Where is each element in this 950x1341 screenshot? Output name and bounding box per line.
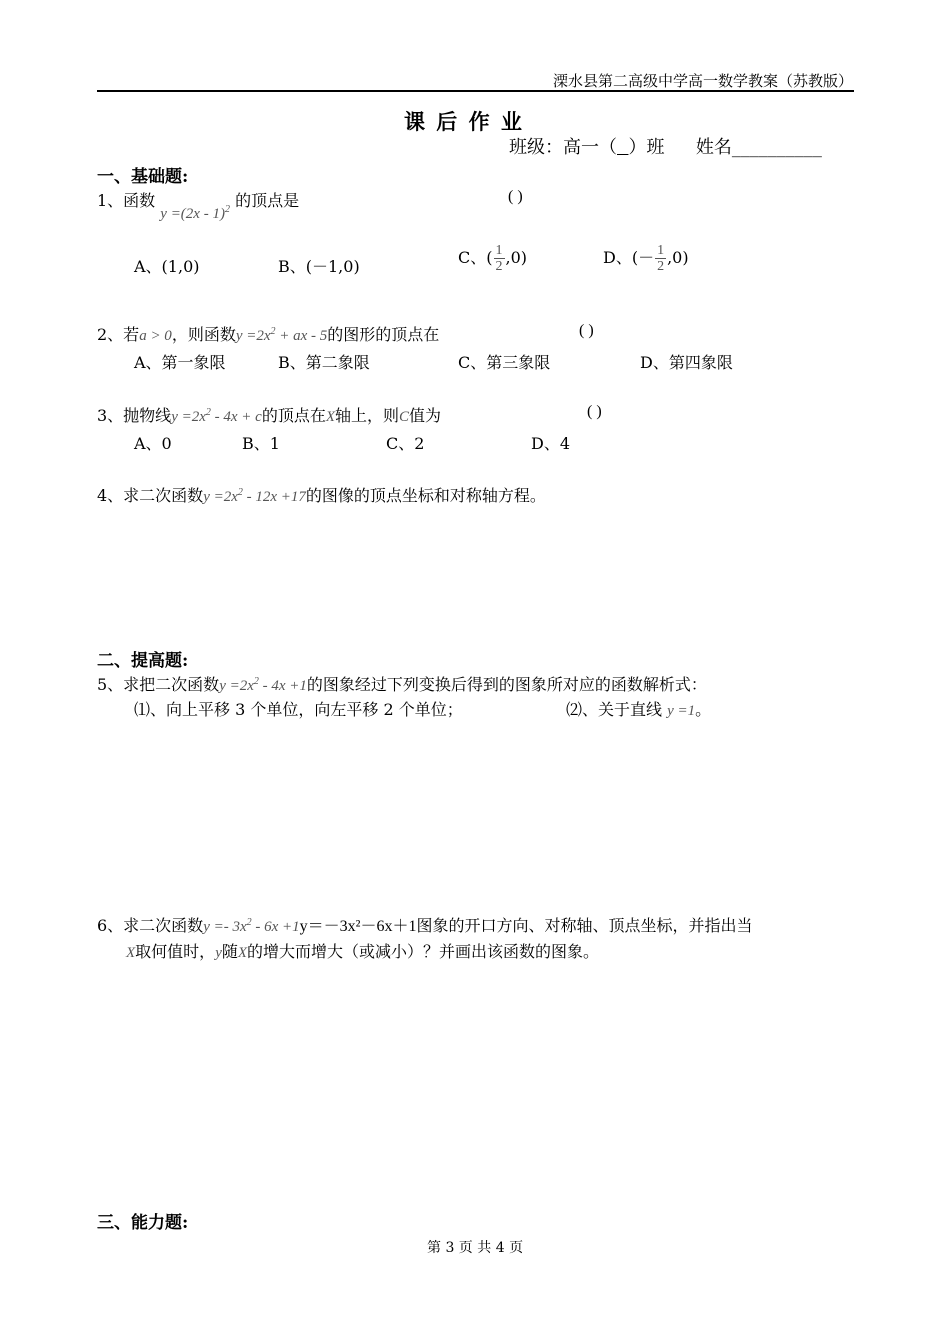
section-basic-heading: 一、基础题: [97, 167, 189, 187]
q2-answer-blank: ( ) [579, 322, 594, 339]
class-label: 班级：高一（ [509, 137, 617, 158]
class-name-line [509, 133, 822, 159]
q6-duplicate-formula: y＝－3x²－6x＋1 [299, 918, 417, 935]
q1-suffix: 的顶点是 [235, 191, 300, 210]
class-blank [617, 137, 628, 158]
q1-option-c: C、( $\frac{1}{2}$ ,0) [458, 243, 528, 274]
page-header: 溧水县第二高级中学高一数学教案（苏教版） [552, 72, 853, 90]
q2-option-a: A、第一象限 [134, 353, 226, 372]
q3-answer-blank: ( ) [587, 403, 602, 420]
q1-option-b: B、(－1,0) [278, 257, 360, 276]
header-rule [97, 90, 854, 92]
q1-option-d: D、(－ $\frac{1}{2}$ ,0) [603, 243, 689, 274]
q3-option-b: B、1 [242, 434, 280, 453]
name-blank: __________ [731, 137, 822, 158]
section-advanced-heading: 二、提高题: [97, 651, 189, 671]
q1-prefix: 1、函数 [97, 191, 156, 210]
q2-option-c: C、第三象限 [458, 353, 551, 372]
question-4: 4、求二次函数$y =2x^2 - 12x +17$的图像的顶点坐标和对称轴方程。 [97, 486, 546, 505]
q3-option-d: D、4 [531, 434, 571, 453]
q5-part-2: ⑵、关于直线 y =1。 [566, 700, 712, 719]
q5-part-1: ⑴、向上平移 3 个单位，向左平移 2 个单位； [134, 700, 463, 719]
question-3: 3、抛物线$y =2x^2 - 4x + c$的顶点在X轴上，则C值为 [97, 406, 442, 425]
question-2: 2、若a > 0，则函数$y =2x^2$ + ax - 5的图形的顶点在 [97, 325, 440, 344]
name-label: 姓名 [695, 137, 732, 158]
question-1 [97, 188, 300, 222]
q2-option-b: B、第二象限 [278, 353, 370, 372]
question-5: 5、求把二次函数$y =2x^2 - 4x +1$的图象经过下列变换后得到的图象所对应的函数解析式： [97, 675, 707, 694]
q1-formula: y =(2x - 1)$^2$ [160, 204, 230, 222]
question-6: 6、求二次函数$y =- 3x^2 - 6x +1y=-3x^2-6x+1$图象的开口方向、对称轴、顶点坐标，并指出当 [97, 916, 753, 935]
fraction-one-half: $\frac{1}{2}$ [657, 243, 665, 274]
q3-option-a: A、0 [134, 434, 172, 453]
page-title: 课 后 作 业 [404, 109, 524, 134]
fraction-one-half: $\frac{1}{2}$ [495, 243, 503, 274]
q1-option-a: A、(1,0) [134, 257, 200, 276]
page-footer: 第 3 页 共 4 页 [427, 1240, 524, 1256]
q2-option-d: D、第四象限 [640, 353, 733, 372]
q1-answer-blank: ( ) [508, 188, 523, 205]
section-ability-heading: 三、能力题: [97, 1213, 189, 1233]
question-6-line-2: X取何值时，y随X的增大而增大（或减小）？并画出该函数的图象。 [126, 942, 600, 961]
class-suffix: ）班 [628, 137, 665, 158]
q3-option-c: C、2 [386, 434, 425, 453]
